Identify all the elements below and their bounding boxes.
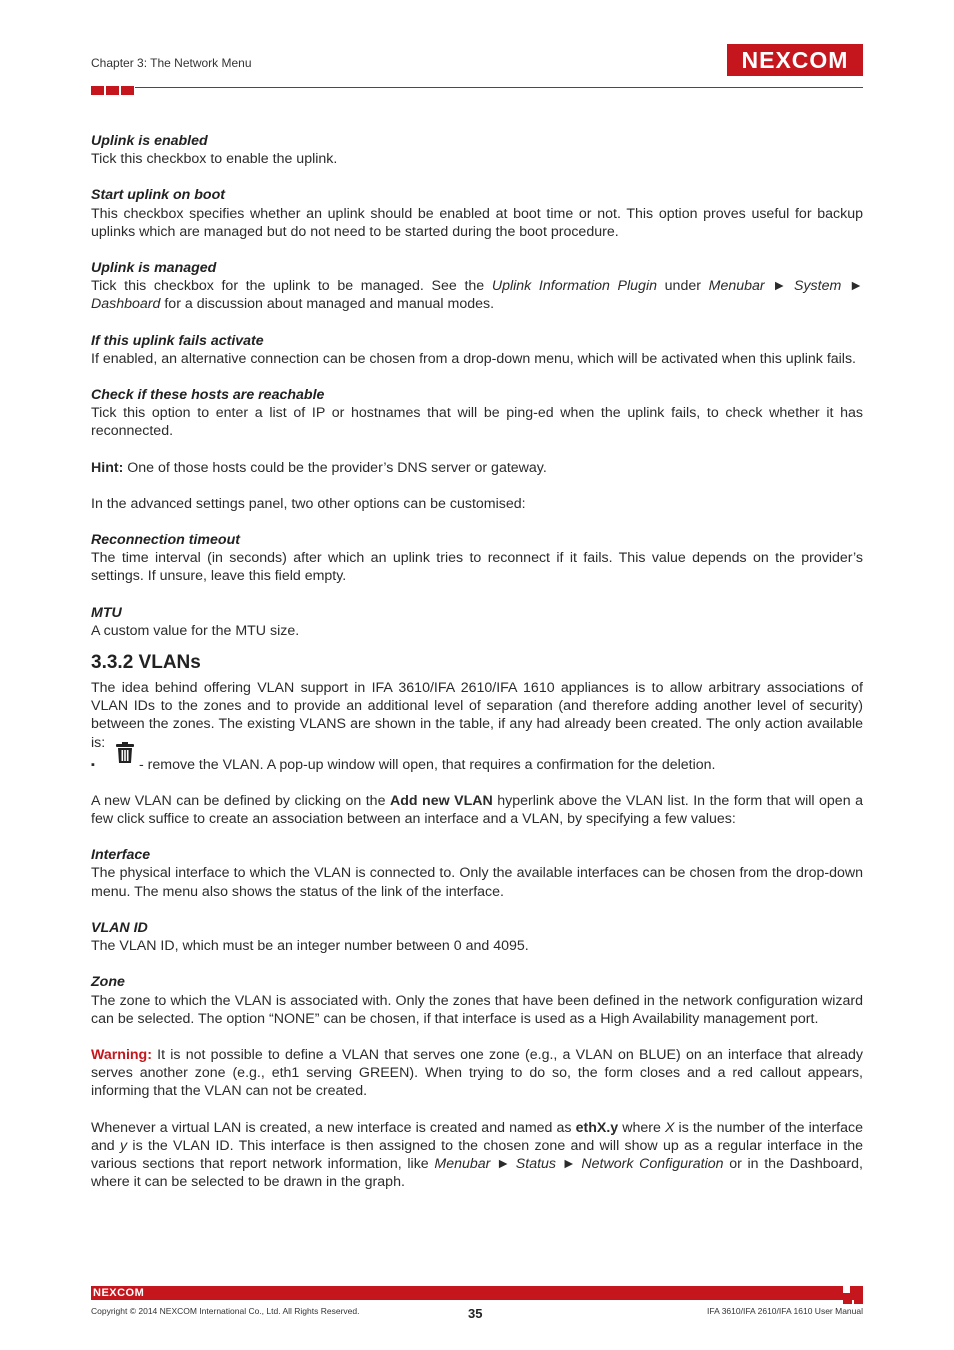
para-hosts: Tick this option to enter a list of IP or hostnames that will be ping-ed when the uplink fails, to check whether it has reconnected. — [91, 405, 863, 440]
logo-text: NEXCOM — [741, 46, 849, 73]
para-zone: The zone to which the VLAN is associated with. Only the zones that have been defined in the network configuration wizard can be selected. The option “NONE” can be chosen, if that interface is used as a High Availability management port. — [91, 992, 863, 1027]
para-timeout: The time interval (in seconds) after which an uplink tries to reconnect if it fails. This value depends on the provider’s settings. If unsure, leave this field empty. — [91, 550, 863, 585]
page-content — [91, 132, 863, 1191]
chapter-title: Chapter 3: The Network Menu — [91, 56, 252, 70]
footer-squares — [843, 1286, 863, 1304]
para-vlan-intro: The idea behind offering VLAN support in IFA 3610/IFA 2610/IFA 1610 appliances is to allow arbitrary associations of VLAN IDs to the zones and to provide an additional level of separation (and therefore adding another level of security) between the zones. The existing VLANS are shown in the table, if any had already been created. The only action available is: — [91, 680, 863, 751]
para-hint: Hint: One of those hosts could be the provider’s DNS server or gateway. — [91, 459, 547, 476]
para-warning: Warning: It is not possible to define a VLAN that serves one zone (e.g., a VLAN on BLUE) on an interface that already serves another zone (e.g., eth1 serving GREEN). When trying to do so, the form closes and a red callout appears, informing that the VLAN can not be created. — [91, 1046, 863, 1100]
para-new-vlan: A new VLAN can be defined by clicking on the Add new VLAN hyperlink above the VLAN list. In the form that will open a few click suffice to create an association between an interface and a VLAN, by specifying a few values: — [91, 792, 863, 828]
copyright: Copyright © 2014 NEXCOM International Co., Ltd. All Rights Reserved. — [91, 1306, 360, 1316]
bullet-text: - remove the VLAN. A pop-up window will open, that requires a confirmation for the deletion. — [139, 756, 716, 773]
heading-interface: Interface — [91, 847, 151, 864]
heading-mtu: MTU — [91, 604, 122, 621]
section-title: 3.3.2 VLANs — [91, 652, 201, 674]
heading-hosts: Check if these hosts are reachable — [91, 387, 325, 404]
para-vlan-id: The VLAN ID, which must be an integer number between 0 and 4095. — [91, 938, 529, 955]
heading-zone: Zone — [91, 974, 125, 991]
footer-logo: NEXCOM — [93, 1287, 145, 1299]
header-rule — [135, 87, 863, 88]
footer-bar — [91, 1286, 863, 1300]
trash-icon — [115, 742, 135, 764]
para-start-boot: This checkbox specifies whether an uplink should be enabled at boot time or not. This option proves useful for backup uplinks which are managed but do not need to be started during the boot procedure. — [91, 205, 863, 240]
nexcom-logo — [727, 44, 863, 76]
heading-fails: If this uplink fails activate — [91, 332, 264, 349]
bullet-mark: ▪ — [91, 758, 95, 771]
para-managed: Tick this checkbox for the uplink to be managed. See the Uplink Information Plugin under Menubar ► System ► Dashboard for a discussion about managed and manual modes. — [91, 278, 863, 313]
para-advanced: In the advanced settings panel, two other options can be customised: — [91, 495, 526, 512]
manual-title: IFA 3610/IFA 2610/IFA 1610 User Manual — [707, 1306, 863, 1316]
add-new-vlan-link: Add new VLAN — [389, 792, 493, 809]
heading-timeout: Reconnection timeout — [91, 532, 240, 549]
para-interface: The physical interface to which the VLAN is connected to. Only the available interfaces can be chosen from the drop-down menu. The menu also shows the status of the link of the interface. — [91, 865, 863, 900]
para-mtu: A custom value for the MTU size. — [91, 622, 300, 639]
page-number: 35 — [468, 1306, 483, 1321]
para-virtual-lan: Whenever a virtual LAN is created, a new interface is created and named as ethX.y where X is the number of the interface and y is the VLAN ID. This interface is then assigned to the chosen zone and will show up as a regular interface in the various sections that report network information, like Menubar ► Status ► Network Configuration or in the Dashboard, where it can be selected to be drawn in the graph. — [91, 1119, 863, 1191]
bullet-remove-vlan — [91, 752, 863, 774]
heading-vlan-id: VLAN ID — [91, 919, 148, 936]
header-blocks — [91, 86, 134, 95]
heading-start-boot: Start uplink on boot — [91, 187, 225, 204]
para-uplink-enabled: Tick this checkbox to enable the uplink. — [91, 151, 338, 168]
heading-managed: Uplink is managed — [91, 260, 217, 277]
para-fails: If enabled, an alternative connection can be chosen from a drop-down menu, which will be activated when this uplink fails. — [91, 350, 856, 367]
heading-uplink-enabled: Uplink is enabled — [91, 133, 208, 149]
